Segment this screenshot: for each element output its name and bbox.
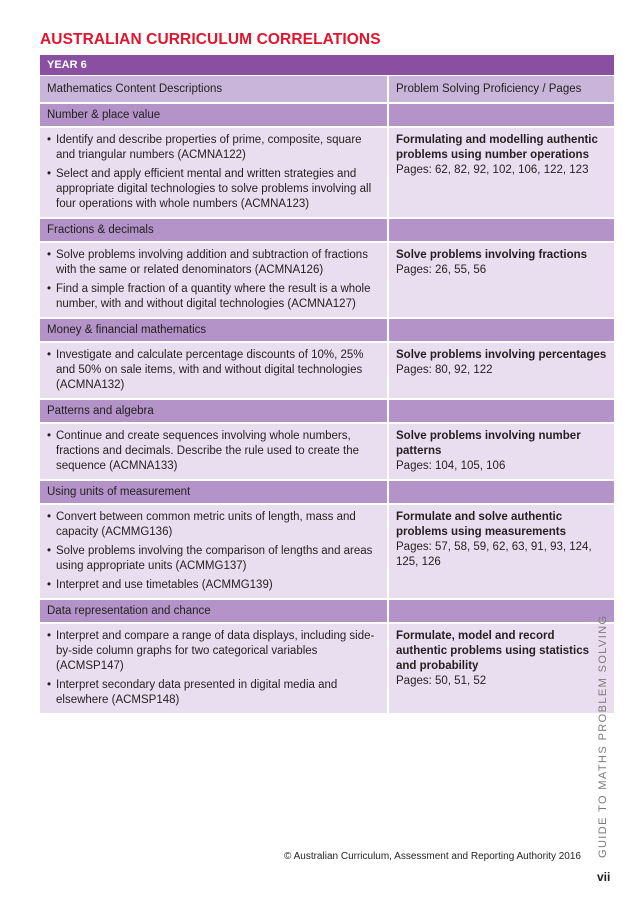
description-item bbox=[47, 282, 381, 312]
description-item bbox=[47, 544, 381, 574]
section-heading-blank bbox=[388, 399, 614, 423]
section-heading: Fractions & decimals bbox=[40, 218, 388, 242]
bullet-icon: • bbox=[47, 249, 52, 261]
description-text: Convert between common metric units of length, mass and capacity (ACMMG136) bbox=[56, 511, 356, 538]
section-content-row bbox=[40, 423, 614, 480]
description-list bbox=[47, 348, 381, 393]
bullet-icon: • bbox=[47, 511, 52, 523]
proficiency-cell bbox=[388, 623, 614, 713]
description-list bbox=[47, 429, 381, 474]
description-text: Investigate and calculate percentage discounts of 10%, 25% and 50% on sale items, with and without digital technologies (ACMNA132) bbox=[56, 349, 364, 391]
section-heading-row bbox=[40, 599, 614, 623]
proficiency-title: Solve problems involving fractions bbox=[396, 249, 588, 261]
section-heading-blank bbox=[388, 599, 614, 623]
description-item bbox=[47, 678, 381, 708]
proficiency-cell bbox=[388, 342, 614, 399]
section-content-row bbox=[40, 242, 614, 318]
description-text: Continue and create sequences involving whole numbers, fractions and decimals. Describe the rule used to create the sequence (ACMNA133) bbox=[56, 430, 359, 472]
proficiency-cell bbox=[388, 242, 614, 318]
bullet-icon: • bbox=[47, 283, 52, 295]
description-item bbox=[47, 429, 381, 474]
proficiency-pages: Pages: 104, 105, 106 bbox=[396, 460, 506, 472]
section-heading-row bbox=[40, 480, 614, 504]
proficiency-title: Solve problems involving percentages bbox=[396, 349, 607, 361]
proficiency-pages: Pages: 26, 55, 56 bbox=[396, 264, 487, 276]
section-heading-blank bbox=[388, 480, 614, 504]
proficiency-title: Solve problems involving number patterns bbox=[396, 430, 581, 457]
description-list bbox=[47, 629, 381, 708]
proficiency-pages: Pages: 80, 92, 122 bbox=[396, 364, 493, 376]
section-heading-blank bbox=[388, 103, 614, 127]
description-text: Interpret and use timetables (ACMMG139) bbox=[56, 579, 273, 591]
proficiency-title: Formulate, model and record authentic problems using statistics and probability bbox=[396, 630, 589, 672]
page-title: AUSTRALIAN CURRICULUM CORRELATIONS bbox=[40, 31, 381, 48]
year-row bbox=[40, 55, 614, 76]
bullet-icon: • bbox=[47, 349, 52, 361]
description-item bbox=[47, 578, 381, 593]
section-heading-row bbox=[40, 218, 614, 242]
section-content-row bbox=[40, 342, 614, 399]
content-descriptions-cell bbox=[40, 342, 388, 399]
section-heading: Data representation and chance bbox=[40, 599, 388, 623]
content-descriptions-cell bbox=[40, 242, 388, 318]
bullet-icon: • bbox=[47, 430, 52, 442]
section-heading-row bbox=[40, 399, 614, 423]
bullet-icon: • bbox=[47, 545, 52, 557]
description-text: Solve problems involving addition and subtraction of fractions with the same or related denominators (ACMNA126) bbox=[56, 249, 368, 276]
section-heading-blank bbox=[388, 218, 614, 242]
description-text: Identify and describe properties of prime, composite, square and triangular numbers (ACMNA122) bbox=[56, 134, 362, 161]
column-header-content: Mathematics Content Descriptions bbox=[40, 76, 388, 104]
content-descriptions-cell bbox=[40, 423, 388, 480]
section-heading: Patterns and algebra bbox=[40, 399, 388, 423]
column-header-row bbox=[40, 76, 614, 104]
proficiency-title: Formulating and modelling authentic problems using number operations bbox=[396, 134, 598, 161]
page-number: vii bbox=[597, 870, 611, 884]
proficiency-cell bbox=[388, 504, 614, 599]
section-heading-row bbox=[40, 103, 614, 127]
section-content-row bbox=[40, 504, 614, 599]
description-list bbox=[47, 133, 381, 212]
content-descriptions-cell bbox=[40, 504, 388, 599]
section-heading-row bbox=[40, 318, 614, 342]
description-text: Interpret secondary data presented in digital media and elsewhere (ACMSP148) bbox=[56, 679, 338, 706]
description-item bbox=[47, 348, 381, 393]
book-title-vertical: GUIDE TO MATHS PROBLEM SOLVING bbox=[597, 614, 609, 858]
description-text: Find a simple fraction of a quantity where the result is a whole number, with and without digital technologies (ACMNA127) bbox=[56, 283, 371, 310]
description-text: Interpret and compare a range of data displays, including side-by-side column graphs for two categorical variables (ACMSP147) bbox=[56, 630, 375, 672]
column-header-proficiency: Problem Solving Proficiency / Pages bbox=[388, 76, 614, 104]
content-descriptions-cell bbox=[40, 127, 388, 218]
proficiency-cell bbox=[388, 127, 614, 218]
section-heading: Money & financial mathematics bbox=[40, 318, 388, 342]
description-item bbox=[47, 629, 381, 674]
proficiency-cell bbox=[388, 423, 614, 480]
bullet-icon: • bbox=[47, 630, 52, 642]
content-descriptions-cell bbox=[40, 623, 388, 713]
section-heading: Using units of measurement bbox=[40, 480, 388, 504]
section-content-row bbox=[40, 127, 614, 218]
section-content-row bbox=[40, 623, 614, 713]
description-text: Solve problems involving the comparison of lengths and areas using appropriate units (ACMMG137) bbox=[56, 545, 373, 572]
description-text: Select and apply efficient mental and written strategies and appropriate digital technologies to solve problems involving all four operations with whole numbers (ACMNA123) bbox=[56, 168, 372, 210]
proficiency-pages: Pages: 57, 58, 59, 62, 63, 91, 93, 124, 125, 126 bbox=[396, 541, 592, 568]
description-list bbox=[47, 510, 381, 593]
section-heading: Number & place value bbox=[40, 103, 388, 127]
curriculum-table bbox=[40, 55, 614, 713]
section-heading-blank bbox=[388, 318, 614, 342]
proficiency-pages: Pages: 62, 82, 92, 102, 106, 122, 123 bbox=[396, 164, 589, 176]
year-label: YEAR 6 bbox=[40, 55, 614, 76]
copyright-note: © Australian Curriculum, Assessment and Reporting Authority 2016 bbox=[284, 851, 581, 862]
description-item bbox=[47, 510, 381, 540]
description-item bbox=[47, 248, 381, 278]
bullet-icon: • bbox=[47, 579, 52, 591]
proficiency-pages: Pages: 50, 51, 52 bbox=[396, 675, 487, 687]
bullet-icon: • bbox=[47, 679, 52, 691]
description-item bbox=[47, 133, 381, 163]
bullet-icon: • bbox=[47, 134, 52, 146]
proficiency-title: Formulate and solve authentic problems using measurements bbox=[396, 511, 566, 538]
bullet-icon: • bbox=[47, 168, 52, 180]
description-item bbox=[47, 167, 381, 212]
description-list bbox=[47, 248, 381, 312]
